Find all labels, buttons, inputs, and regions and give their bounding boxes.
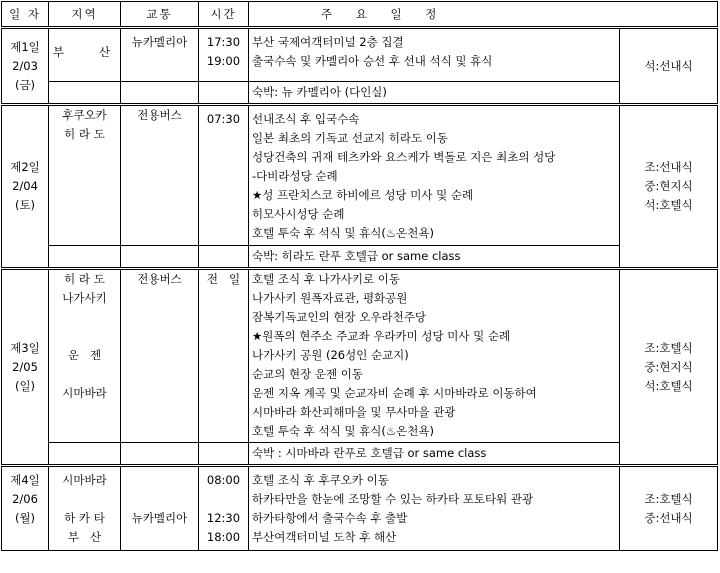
day2-time-1: 07:30: [206, 112, 241, 126]
day2-time: [199, 105, 249, 246]
day3-num: 제3일: [10, 340, 40, 355]
day3-region: [49, 269, 121, 443]
day3-transport: [121, 269, 199, 443]
day1-transport: [121, 28, 199, 82]
header-time: 시간: [199, 2, 249, 28]
day2-meals: [620, 105, 718, 269]
header-region: 지역: [49, 2, 121, 28]
day4-schedule: [249, 466, 620, 551]
day2-sched-1: 선내조식 후 입국수속: [252, 112, 360, 126]
day2-sched-2: 일본 최초의 기독교 선교지 히라도 이동: [252, 131, 449, 145]
day4-row: [2, 466, 718, 551]
day3-sched-9: 호텔 투숙 후 석식 및 휴식(♨온천욕): [252, 424, 434, 438]
day1-stay: 숙박: 뉴 카멜리아 (다인실): [249, 82, 620, 105]
header-day: 일 자: [2, 2, 49, 28]
day2-meal-1: 조:선내식: [644, 160, 693, 174]
day1-region: [49, 28, 121, 82]
day3-region-1: 히 라 도: [64, 272, 105, 286]
day4-meal-1: 조:호텔식: [644, 491, 693, 506]
day2-sched-6: 히모사시성당 순례: [252, 207, 345, 221]
day1-time-2: 19:00: [206, 54, 241, 68]
day1-date: 2/03: [12, 58, 38, 73]
day2-transport-1: 전용버스: [137, 108, 182, 122]
day3-stay: 숙박 : 시마바라 란푸로 호텔급 or same class: [249, 443, 620, 466]
day3-weekday: (일): [14, 378, 36, 393]
day2-transport: [121, 105, 199, 246]
day1-stay-row: [2, 82, 718, 105]
day4-transport: [121, 466, 199, 551]
day1-row: [2, 28, 718, 82]
day3-sched-2: 나가사키 원폭자료관, 평화공원: [252, 291, 408, 305]
day1-weekday: (금): [14, 77, 36, 92]
day3-sched-3: 잠복기독교인의 현장 오우라천주당: [252, 310, 426, 324]
day3-sched-6: 순교의 현장 운젠 이동: [252, 367, 363, 381]
day4-region-1: 시마바라: [62, 473, 107, 487]
header-row: [2, 2, 718, 28]
day3-sched-1: 호텔 조식 후 나가사키로 이동: [252, 272, 400, 286]
day1-region-1: 부 산: [52, 45, 117, 59]
day4-sched-2: 하카타만을 한눈에 조망할 수 있는 하카타 포토타워 관광: [252, 492, 534, 506]
day1-meals: [620, 28, 718, 105]
day1-meal-1: 석:선내식: [644, 58, 693, 73]
day3-sched-4: ★원폭의 현주소 주교좌 우라카미 성당 미사 및 순례: [252, 329, 511, 343]
day2-label: [2, 105, 49, 269]
day4-meals: [620, 466, 718, 551]
day2-sched-7: 호텔 투숙 후 석식 및 휴식(♨온천욕): [252, 226, 434, 240]
day3-transport-1: 전용버스: [137, 272, 182, 286]
day4-transport-1: 뉴카멜리아: [131, 511, 188, 525]
day2-region: [49, 105, 121, 246]
day3-meals: [620, 269, 718, 466]
day3-sched-7: 운젠 지옥 계곡 및 순교자비 순례 후 시마바라로 이동하여: [252, 386, 537, 400]
day3-sched-5: 나가사키 공원 (26성인 순교지): [252, 348, 409, 362]
header-schedule: 주 요 일 정: [249, 2, 718, 28]
day3-region-4: 시마바라: [62, 386, 107, 400]
day2-stay-row: [2, 246, 718, 269]
day2-sched-5: ★성 프란치스코 하비에르 성당 미사 및 순례: [252, 188, 474, 202]
day4-time-2: 12:30: [206, 511, 241, 525]
day2-sched-3: 성당건축의 귀재 테츠카와 요스케가 벽돌로 지은 최초의 성당: [252, 150, 556, 164]
day1-transport-1: 뉴카멜리아: [131, 35, 188, 49]
day4-region-3: 부 산: [67, 530, 102, 544]
day2-meal-3: 석:호텔식: [644, 198, 693, 212]
day4-date: 2/06: [12, 492, 38, 506]
day4-region: [49, 466, 121, 551]
day4-sched-3: 하카타항에서 출국수속 후 출발: [252, 511, 408, 525]
day3-sched-8: 시마바라 화산피해마을 및 무사마을 관광: [252, 405, 456, 419]
day4-time-1: 08:00: [206, 473, 241, 487]
day2-schedule: [249, 105, 620, 246]
day4-meal-2: 중:선내식: [644, 510, 693, 525]
day3-time-1: 전 일: [206, 272, 241, 286]
day2-stay: 숙박: 히라도 란푸 호텔급 or same class: [249, 246, 620, 269]
day2-num: 제2일: [10, 160, 40, 174]
header-transport: 교통: [121, 2, 199, 28]
day1-sched-1: 부산 국제여객터미널 2층 집결: [252, 35, 404, 49]
day3-row: [2, 269, 718, 443]
day3-stay-row: [2, 443, 718, 466]
day2-weekday: (토): [14, 198, 36, 212]
day1-time-1: 17:30: [206, 35, 241, 49]
day2-row: [2, 105, 718, 246]
day3-date: 2/05: [12, 359, 38, 374]
day4-sched-1: 호텔 조식 후 후쿠오카 이동: [252, 473, 389, 487]
day1-label: [2, 28, 49, 105]
day3-region-2: 나가사키: [62, 291, 107, 305]
day4-region-2: 하 카 타: [64, 511, 105, 525]
day3-meal-2: 중:현지식: [644, 359, 693, 374]
day4-sched-4: 부산여객터미널 도착 후 해산: [252, 530, 397, 544]
itinerary-table: [1, 1, 718, 551]
day4-num: 제4일: [10, 473, 40, 487]
day1-sched-2: 출국수속 및 카멜리아 승선 후 선내 석식 및 휴식: [252, 54, 493, 68]
day1-time: [199, 28, 249, 82]
day4-label: [2, 466, 49, 551]
day3-meal-3: 석:호텔식: [644, 378, 693, 393]
day2-meal-2: 중:현지식: [644, 179, 693, 193]
day1-schedule: [249, 28, 620, 82]
day3-region-3: 운 젠: [67, 348, 102, 362]
day2-region-2: 히 라 도: [64, 127, 105, 141]
day3-time: [199, 269, 249, 443]
day3-label: [2, 269, 49, 466]
day2-region-1: 후쿠오카: [62, 108, 107, 122]
day2-date: 2/04: [12, 179, 38, 193]
day3-schedule: [249, 269, 620, 443]
day2-sched-4: -다비라성당 순례: [252, 169, 338, 183]
day4-time-3: 18:00: [206, 530, 241, 544]
day4-time: [199, 466, 249, 551]
day3-meal-1: 조:호텔식: [644, 340, 693, 355]
day1-num: 제1일: [10, 39, 40, 54]
day4-weekday: (월): [14, 511, 36, 525]
